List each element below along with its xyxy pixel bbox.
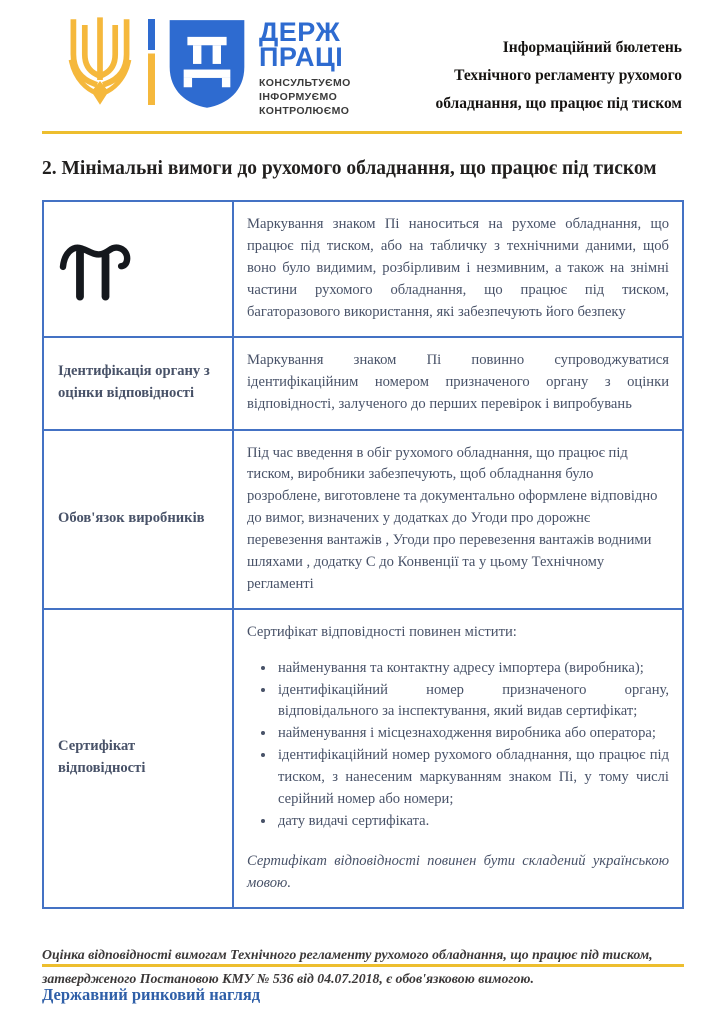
table-row-pi-marking — [43, 201, 683, 336]
pi-mark-icon — [58, 234, 136, 304]
org-name — [259, 17, 351, 73]
derzhpratsi-logo — [62, 12, 351, 119]
identification-text: Маркування знаком Пі повинно супроводжуватися ідентифікаційним номером призначеного органу з оцінки відповідності, залученого до перших перевірок і випробувань — [233, 337, 683, 430]
tagline-line2: ІНФОРМУЄМО — [259, 91, 338, 104]
certificate-bullet: • ідентифікаційний номер рухомого обладнання, що працює під тиском, з нанесеним маркуванням знаком Пі, у тому числі серійний номер або номери; — [276, 745, 669, 811]
row-label-certificate: Сертифікат відповідності — [43, 609, 233, 908]
pi-marking-text: Маркування знаком Пі наноситься на рухоме обладнання, що працює під тиском, або на табличку з технічними даними, щоб воно було видимим, розбірливим і незмивним, а також на знімні частини рухомого обладнання, що працює під тиском, багаторазового використання, які забезпечують його безпеку — [233, 201, 683, 336]
certificate-bullet: • дату видачі сертифіката. — [276, 811, 669, 833]
header-rule — [42, 131, 682, 134]
row-label-identification: Ідентифікація органу з оцінки відповідності — [43, 337, 233, 430]
tagline-line3: КОНТРОЛЮЄМО — [259, 104, 350, 117]
bulletin-title-line2: Технічного регламенту рухомого — [454, 66, 682, 84]
certificate-bullet: • найменування і місцезнаходження виробника або оператора; — [276, 723, 669, 745]
market-surveillance-link[interactable]: Державний ринковий нагляд — [42, 985, 261, 1004]
logo-divider-bar — [148, 19, 155, 105]
org-name-line2: ПРАЦІ — [259, 42, 344, 73]
certificate-intro: Сертифікат відповідності повинен містити: — [247, 623, 517, 640]
certificate-bullet-list — [276, 658, 669, 833]
derzhpratsi-shield-icon — [165, 16, 249, 110]
pi-mark-cell — [43, 201, 233, 336]
section-heading: 2. Мінімальні вимоги до рухомого обладнання, що працює під тиском — [42, 157, 657, 179]
header — [62, 12, 682, 119]
org-name-line1: ДЕРЖ — [259, 17, 341, 47]
row-label-manufacturer-duty: Обов'язок виробників — [43, 430, 233, 609]
certificate-bullet: • ідентифікаційний номер призначеного органу, відповідального за інспектування, який видав сертифікат; — [276, 680, 669, 724]
org-tagline — [259, 77, 351, 119]
ukraine-trident-icon — [62, 14, 138, 110]
requirements-table — [42, 200, 684, 908]
table-row-certificate — [43, 609, 683, 908]
bulletin-title-line3: обладнання, що працює під тиском — [435, 94, 682, 112]
tagline-line1: КОНСУЛЬТУЄМО — [259, 77, 351, 90]
certificate-language-note: Сертифікат відповідності повинен бути складений українською мовою. — [247, 852, 669, 891]
manufacturer-duty-text: Під час введення в обіг рухомого обладнання, що працює під тиском, виробники забезпечують, щоб обладнання було розроблене, виготовлене та документально оформлене відповідно до вимог, визначених у додатках до Угоди про дорожнє перевезення вантажів , Угоди про перевезення вантажів водними шляхами , додатку C до Конвенції та у цьому Технічному регламенті — [233, 430, 683, 609]
footer-note: Оцінка відповідності вимогам Технічного регламенту рухомого обладнання, що працює під тиском, затвердженого Постановою КМУ № 536 від 04.07.2018, є обов'язковою вимогою. — [42, 946, 653, 986]
certificate-cell — [233, 609, 683, 908]
footer-rule — [42, 964, 684, 967]
table-row-identification — [43, 337, 683, 430]
bulletin-title-line1: Інформаційний бюлетень — [502, 39, 682, 56]
certificate-bullet: • найменування та контактну адресу імпортера (виробника); — [276, 658, 669, 680]
logo-text — [259, 14, 351, 119]
bulletin-title — [435, 34, 682, 118]
table-row-manufacturer-duty — [43, 430, 683, 609]
